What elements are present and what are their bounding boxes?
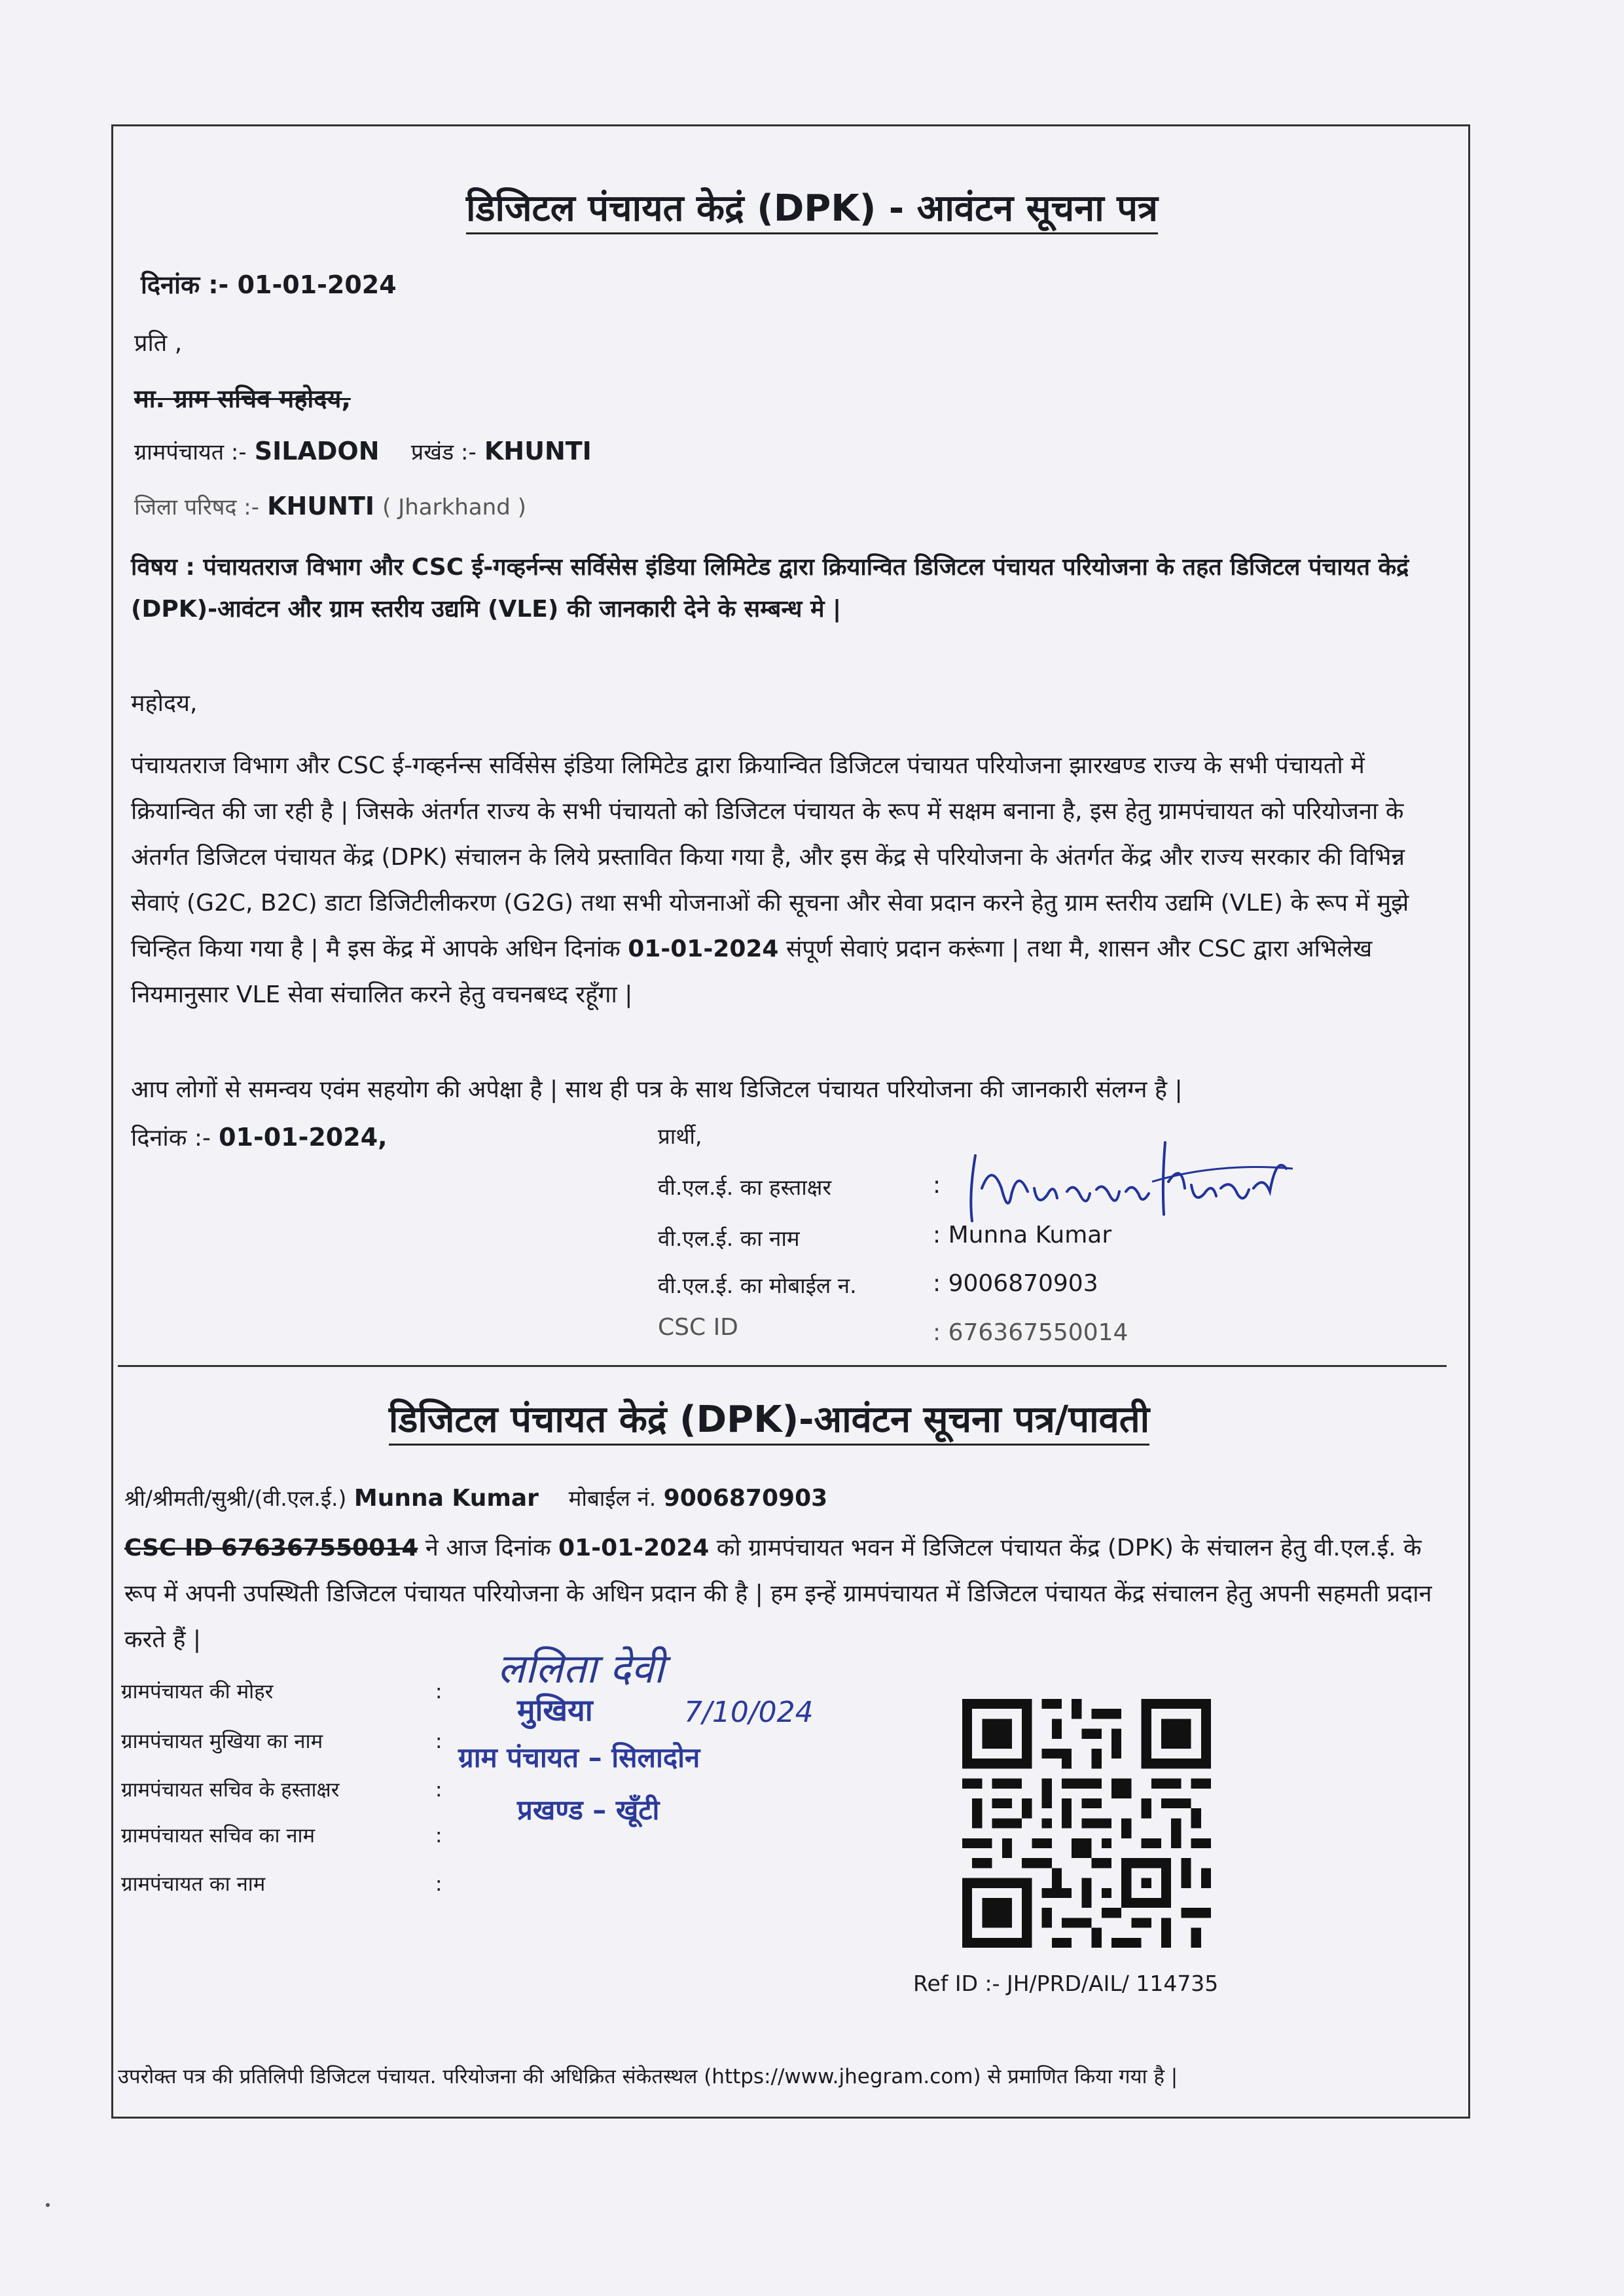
stamp-handwritten-date: 7/10/024 <box>684 1696 814 1729</box>
field-secretary-sign-label: ग्रामपंचायत सचिव के हस्ताक्षर <box>121 1778 340 1802</box>
field-mukhiya-colon: : <box>435 1730 442 1753</box>
field-mukhiya-label: ग्रामपंचायत मुखिया का नाम <box>121 1730 323 1753</box>
addressee: मा. ग्राम सचिव महोदय, <box>134 384 351 413</box>
subject: विषय : पंचायतराज विभाग और CSC ई-गव्हर्नन्स सर्विसेस इंडिया लिमिटेड द्वारा क्रियान्वित डिजिटल पंचायत परियोजना के तहत डिजिटल पंचायत केद्रं (DPK)-आवंटन और ग्राम स्तरीय उद्यमि (VLE) की जानकारी देने के सम्बन्ध मे | <box>131 554 1409 623</box>
mukhiya-handwritten-name: ललिता देवी <box>497 1645 664 1692</box>
receipt-title: डिजिटल पंचायत केद्रं (DPK)-आवंटन सूचना पत्र/पावती <box>0 1393 1538 1443</box>
prati-label: प्रति , <box>134 330 183 357</box>
scan-speck <box>46 2203 50 2207</box>
stamp-mukhiya: मुखिया <box>517 1692 593 1728</box>
salutation: महोदय, <box>131 690 198 717</box>
block-value: KHUNTI <box>484 437 592 465</box>
field-gp-name-colon: : <box>435 1872 442 1896</box>
vle-mobile-label: वी.एल.ई. का मोबाईल न. <box>658 1273 857 1298</box>
csc-id-value: : 676367550014 <box>933 1319 1128 1346</box>
vle-mobile-value: : 9006870903 <box>933 1270 1098 1297</box>
section-divider <box>118 1365 1447 1367</box>
field-seal-colon: : <box>435 1680 442 1704</box>
letter-title: डिजिटल पंचायत केद्रं (DPK) - आवंटन सूचना पत्र <box>0 182 1624 232</box>
stamp-prakhand: प्रखण्ड – खूँटी <box>517 1794 660 1826</box>
field-secretary-sign-colon: : <box>435 1778 442 1802</box>
certification-note: उपरोक्त पत्र की प्रतिलिपी डिजिटल पंचायत. परियोजना की अधिक्रित संकेतस्थल (https://www.jhegram.com) से प्रमाणित किया गया है | <box>118 2065 1178 2088</box>
vle-signature-label: वी.एल.ई. का हस्ताक्षर <box>658 1175 831 1200</box>
ref-id: Ref ID :- JH/PRD/AIL/ 114735 <box>913 1971 1219 1996</box>
body-paragraph-2: आप लोगों से समन्वय एवंम सहयोग की अपेक्षा है | साथ ही पत्र के साथ डिजिटल पंचायत परियोजना की जानकारी संलग्न है | <box>131 1076 1183 1103</box>
district-line: जिला परिषद :- KHUNTI ( Jharkhand ) <box>134 492 526 520</box>
stamp-gram-panchayat: ग्राम पंचायत – सिलादोन <box>458 1741 700 1774</box>
receipt-vle-line: श्री/श्रीमती/सुश्री/(वी.एल.ई.) Munna Kumar मोबाईल नं. 9006870903 <box>124 1485 828 1512</box>
district-value: KHUNTI <box>267 492 375 520</box>
field-secretary-name-label: ग्रामपंचायत सचिव का नाम <box>121 1824 316 1848</box>
prarthi-label: प्रार्थी, <box>658 1123 702 1149</box>
vle-signature-colon: : <box>933 1172 941 1199</box>
receipt-paragraph: CSC ID 676367550014 ने आज दिनांक 01-01-2024 को ग्रामपंचायत भवन में डिजिटल पंचायत केंद्र (DPK) के संचालन हेतु वी.एल.ई. के रूप में अपनी उपस्थिती डिजिटल पंचायत परियोजना के अधिन प्रदान की है | हम इन्हें ग्रामपंचायत में डिजिटल पंचायत केंद्र संचालन हेतु अपनी सहमती प्रदान करते हैं | <box>124 1535 1432 1653</box>
field-secretary-name-colon: : <box>435 1824 442 1848</box>
vle-name-value: : Munna Kumar <box>933 1222 1112 1248</box>
letter-date: दिनांक :- 01-01-2024 <box>141 270 397 299</box>
gp-block-line: ग्रामपंचायत :- SILADON प्रखंड :- KHUNTI <box>134 437 592 465</box>
gp-value: SILADON <box>254 437 380 465</box>
body-paragraph-1: पंचायतराज विभाग और CSC ई-गव्हर्नन्स सर्विसेस इंडिया लिमिटेड द्वारा क्रियान्वित डिजिटल पंचायत परियोजना झारखण्ड राज्य के सभी पंचायतो में क्रियान्वित की जा रही है | जिसके अंतर्गत राज्य के सभी पंचायतो को डिजिटल पंचायत के रूप में सक्षम बनाना है, इस हेतु ग्रामपंचायत को परियोजना के अंतर्गत डिजिटल पंचायत केंद्र (DPK) संचालन के लिये प्रस्तावित किया गया है, और इस केंद्र से परियोजना के अंतर्गत केंद्र और राज्य सरकार की विभिन्न सेवाएं (G2C, B2C) डाटा डिजिटीलीकरण (G2G) तथा सभी योजनाओं की सूचना और सेवा प्रदान करने हेतु ग्राम स्तरीय उद्यमि (VLE) के रूप में मुझे चिन्हित किया गया है | मै इस केंद्र में आपके अधिन दिनांक 01-01-2024 संपूर्ण सेवाएं प्रदान करूंगा | तथा मै, शासन और CSC द्वारा अभिलेख नियमानुसार VLE सेवा संचालित करने हेतु वचनबध्द रहूँगा | <box>131 752 1409 1008</box>
field-gp-name-label: ग्रामपंचायत का नाम <box>121 1872 266 1896</box>
sign-date: दिनांक :- 01-01-2024, <box>131 1123 388 1152</box>
field-seal-label: ग्रामपंचायत की मोहर <box>121 1680 274 1704</box>
vle-name-label: वी.एल.ई. का नाम <box>658 1226 800 1251</box>
qr-code <box>962 1699 1211 1948</box>
csc-id-label: CSC ID <box>658 1314 738 1341</box>
